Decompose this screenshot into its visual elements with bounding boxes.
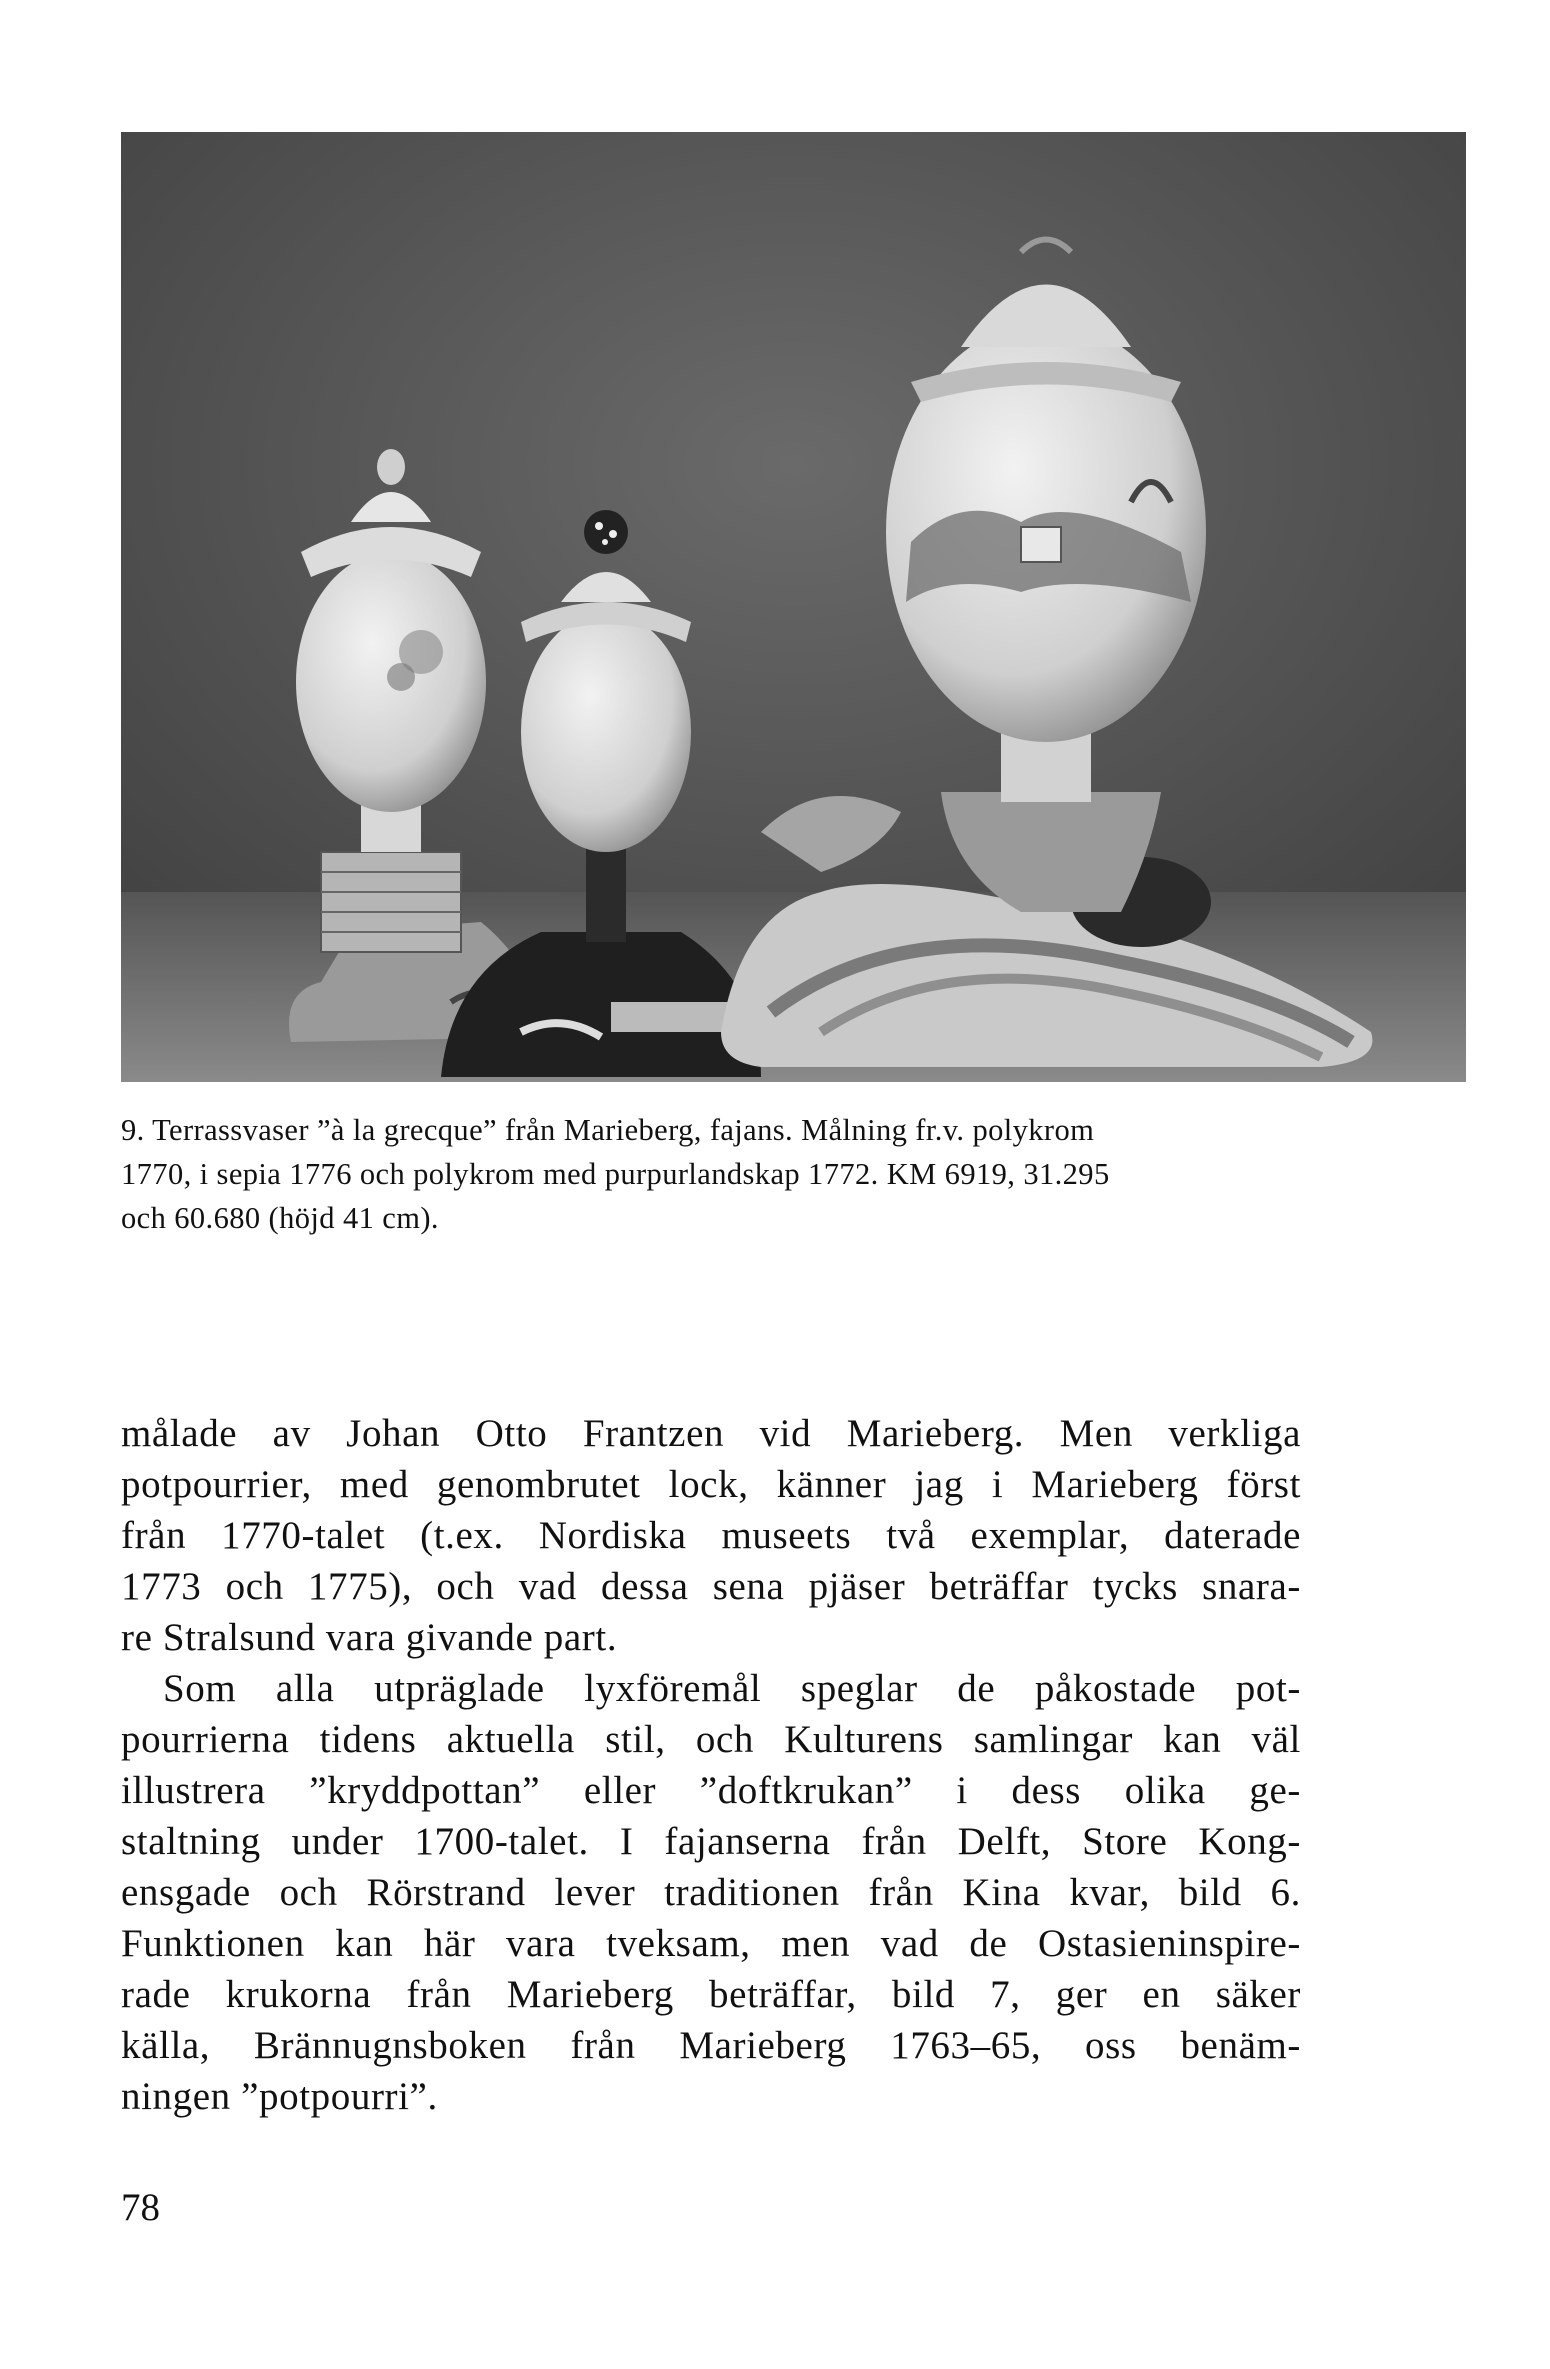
text-line: målade av Johan Otto Frantzen vid Marieberg. Men verkliga [121, 1412, 1301, 1455]
caption-line: och 60.680 (höjd 41 cm). [121, 1201, 439, 1235]
vases-photograph [121, 132, 1466, 1082]
body-text [121, 1408, 1301, 2122]
text-line: Som alla utpräglade lyxföremål speglar de påkostade pot- [163, 1667, 1301, 1710]
text-line: ensgade och Rörstrand lever traditionen från Kina kvar, bild 6. [121, 1871, 1301, 1914]
text-line: staltning under 1700-talet. I fajanserna från Delft, Store Kong- [121, 1820, 1301, 1863]
text-line: ningen ”potpourri”. [121, 2075, 438, 2118]
text-line: illustrera ”kryddpottan” eller ”doftkrukan” i dess olika ge- [121, 1769, 1301, 1812]
figure-caption [121, 1108, 1331, 1240]
text-line: re Stralsund vara givande part. [121, 1616, 618, 1659]
caption-line: 9. Terrassvaser ”à la grecque” från Marieberg, fajans. Målning fr.v. polykrom [121, 1113, 1095, 1147]
caption-line: 1770, i sepia 1776 och polykrom med purpurlandskap 1772. KM 6919, 31.295 [121, 1157, 1110, 1191]
paragraph-1 [121, 1408, 1301, 1663]
text-line: 1773 och 1775), och vad dessa sena pjäser beträffar tycks snara- [121, 1565, 1301, 1608]
text-line: från 1770-talet (t.ex. Nordiska museets två exemplar, daterade [121, 1514, 1301, 1557]
text-line: pourrierna tidens aktuella stil, och Kulturens samlingar kan väl [121, 1718, 1301, 1761]
vases-photo-graphic [121, 132, 1466, 1082]
page-number: 78 [121, 2186, 160, 2229]
paragraph-2 [121, 1663, 1301, 2122]
text-line: Funktionen kan här vara tveksam, men vad de Ostasieninspire- [121, 1922, 1301, 1965]
text-line: rade krukorna från Marieberg beträffar, bild 7, ger en säker [121, 1973, 1301, 2016]
text-line: källa, Brännugnsboken från Marieberg 1763–65, oss benäm- [121, 2024, 1301, 2067]
text-line: potpourrier, med genombrutet lock, känner jag i Marieberg först [121, 1463, 1301, 1506]
